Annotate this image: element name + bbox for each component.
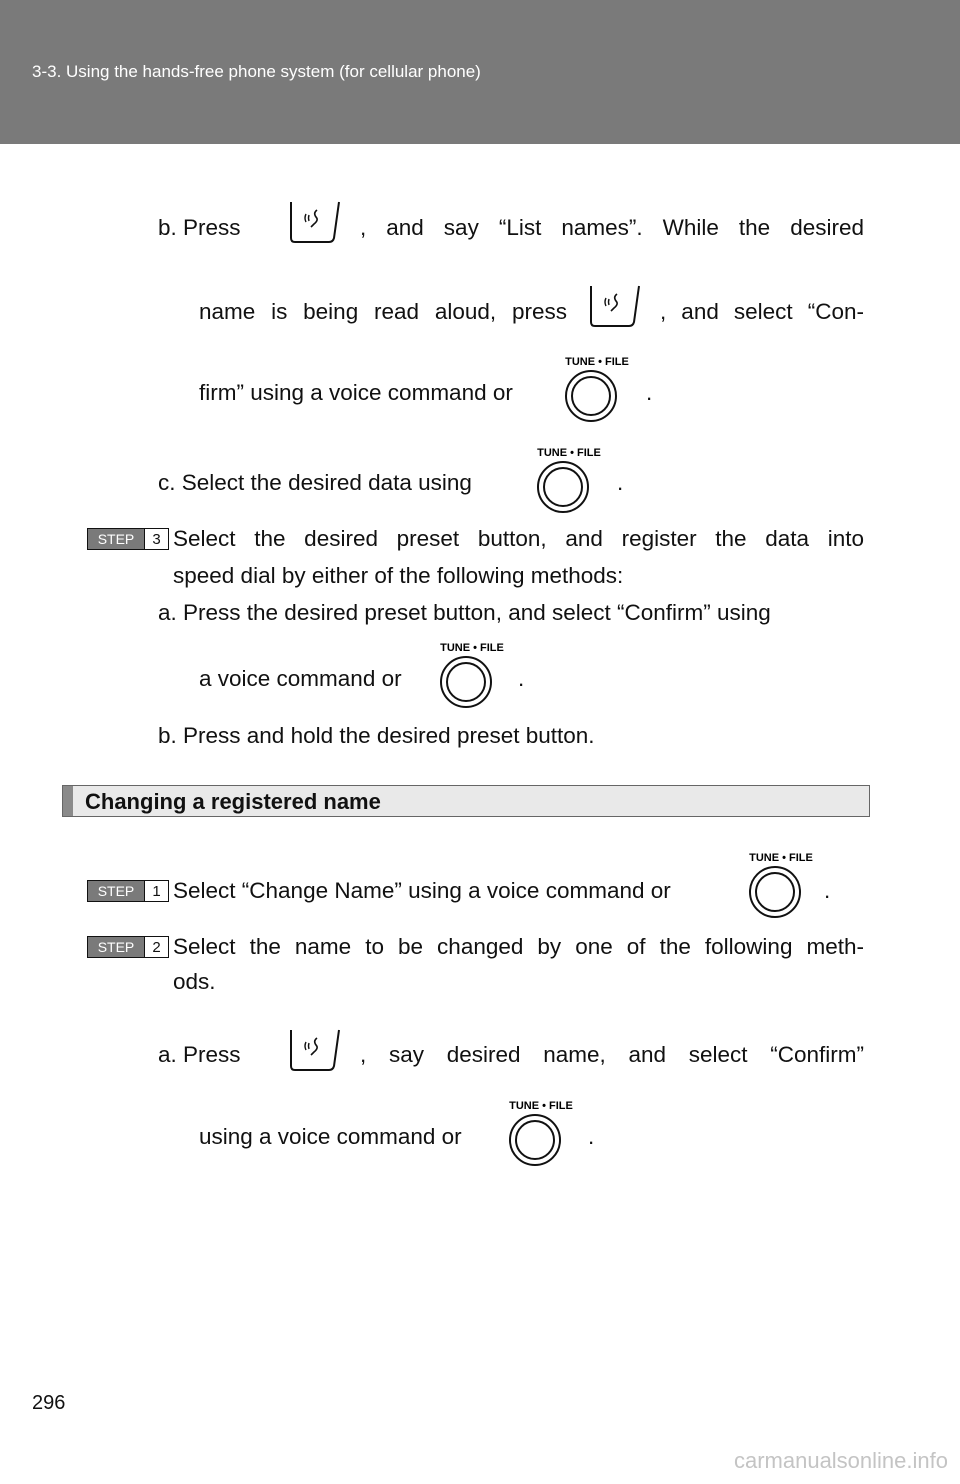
section-heading-title: Changing a registered name [85, 789, 381, 814]
step-3a-line2-text: a voice command or [199, 666, 402, 691]
step-2a-line1-rest [360, 1040, 864, 1070]
period: . [824, 878, 831, 903]
tune-file-knob-icon [437, 638, 507, 712]
step-3-badge [87, 528, 169, 550]
step-b-line2-right [660, 297, 864, 327]
period: . [617, 470, 624, 495]
page-header [0, 0, 960, 144]
step-b-line1-text: , and say “List names”. While the desired [360, 215, 864, 240]
tune-file-label: TUNE • FILE [749, 852, 813, 864]
talk-switch-icon [583, 284, 641, 328]
step-3a-line1-text: a. Press the desired preset button, and select “Confirm” using [158, 600, 771, 625]
step-b-line2-rest: , and select “Con- [660, 299, 864, 324]
step-b-line2-text: name is being read aloud, press [199, 299, 567, 324]
step-3-line2-text: speed dial by either of the following methods: [173, 563, 624, 588]
step-2-badge [87, 936, 169, 958]
step-number: 3 [144, 529, 168, 549]
step-2-line1 [173, 932, 864, 962]
tune-file-knob-icon [562, 352, 632, 426]
step-1-badge [87, 880, 169, 902]
step-1-text: Select “Change Name” using a voice command or [173, 878, 671, 903]
step-2a-press-text: a. Press [158, 1042, 241, 1067]
talk-switch-icon [283, 1028, 341, 1072]
step-b-line1-rest [360, 213, 864, 243]
step-b-line2-left [199, 297, 567, 327]
section-heading-bar [63, 786, 73, 816]
step-c-text: c. Select the desired data using [158, 470, 472, 495]
section-heading [62, 785, 870, 817]
chapter-title: 3-3. Using the hands-free phone system (for cellular phone) [32, 62, 481, 81]
step-2-line1-text: Select the name to be changed by one of the following meth- [173, 934, 864, 959]
tune-file-label: TUNE • FILE [509, 1100, 573, 1112]
step-3-line1 [173, 524, 864, 554]
page-number: 296 [32, 1392, 66, 1414]
step-2-line2-text: ods. [173, 969, 216, 994]
tune-file-label: TUNE • FILE [565, 356, 629, 368]
tune-file-knob-icon [746, 848, 816, 922]
period: . [588, 1124, 595, 1149]
step-b-press-text: b. Press [158, 215, 241, 240]
step-3-line1-text: Select the desired preset button, and register the data into [173, 526, 864, 551]
period: . [646, 380, 653, 405]
step-number: 1 [144, 881, 168, 901]
step-label: STEP [88, 937, 144, 957]
tune-file-knob-icon [506, 1096, 576, 1170]
tune-file-label: TUNE • FILE [537, 447, 601, 459]
watermark: carmanualsonline.info [733, 1448, 948, 1473]
tune-file-knob-icon [534, 443, 604, 517]
step-3b-text: b. Press and hold the desired preset button. [158, 723, 595, 748]
step-number: 2 [144, 937, 168, 957]
talk-switch-icon [283, 200, 341, 244]
step-b-line3-text: firm” using a voice command or [199, 380, 513, 405]
period: . [518, 666, 525, 691]
step-label: STEP [88, 529, 144, 549]
step-2a-line1-text: , say desired name, and select “Confirm” [360, 1042, 864, 1067]
step-2a-line2-text: using a voice command or [199, 1124, 462, 1149]
step-label: STEP [88, 881, 144, 901]
tune-file-label: TUNE • FILE [440, 642, 504, 654]
